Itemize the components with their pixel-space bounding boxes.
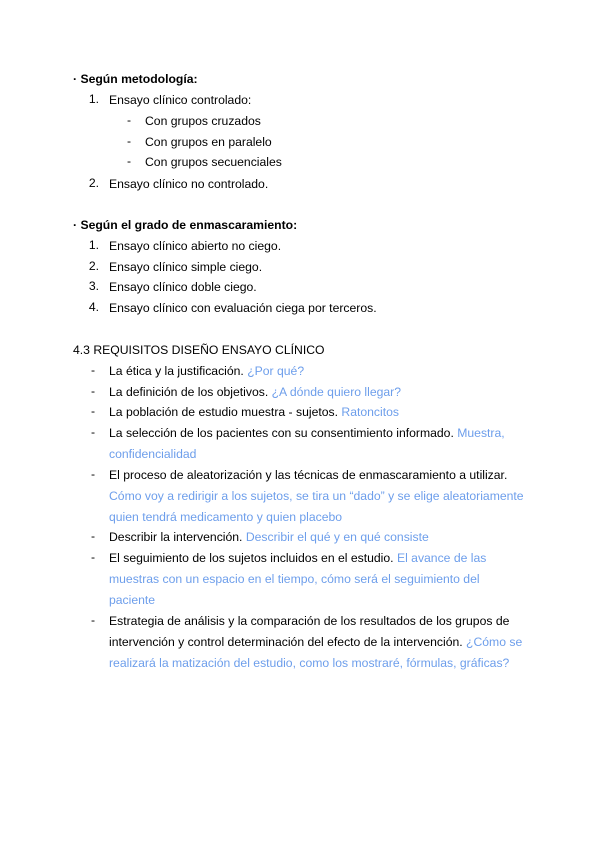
requirement-note-continued: realizará la matización del estudio, como los mostraré, fórmulas, gráficas?	[109, 656, 510, 670]
list-number: 1.	[88, 92, 99, 106]
requirement-item	[109, 425, 505, 441]
sub-list-item: Con grupos cruzados	[145, 114, 261, 128]
list-number: 2.	[88, 259, 99, 273]
section-heading-masking: · Según el grado de enmascaramiento:	[73, 218, 298, 232]
bullet: -	[91, 529, 96, 543]
bullet: -	[91, 613, 96, 627]
requirement-item-continued	[109, 634, 522, 650]
section-heading-methodology: · Según metodología:	[73, 72, 198, 86]
requirement-text: La selección de los pacientes con su consentimiento informado.	[109, 426, 454, 440]
requirement-text-continued: intervención y control determinación del efecto de la intervención.	[109, 635, 463, 649]
bullet: -	[91, 384, 96, 398]
bullet: -	[91, 425, 96, 439]
list-number: 4.	[88, 300, 99, 314]
sub-list-item: Con grupos en paralelo	[145, 135, 272, 149]
requirement-note: El avance de las	[396, 551, 487, 565]
requirement-item	[109, 529, 429, 545]
sub-bullet: -	[127, 154, 132, 168]
sub-bullet: -	[127, 113, 132, 127]
sub-bullet: -	[127, 134, 132, 148]
list-number: 2.	[88, 176, 99, 190]
bullet: -	[91, 404, 96, 418]
sub-list-item: Con grupos secuenciales	[145, 155, 282, 169]
requirement-note: Describir el qué y en qué consiste	[245, 530, 429, 544]
list-item: Ensayo clínico controlado:	[109, 93, 252, 107]
list-number: 3.	[88, 279, 99, 293]
requirement-item	[109, 363, 304, 379]
requirement-item	[109, 404, 399, 420]
requirement-item	[109, 550, 486, 566]
section-heading-requirements: 4.3 REQUISITOS DISEÑO ENSAYO CLÍNICO	[73, 343, 325, 357]
requirement-text: La ética y la justificación.	[109, 364, 244, 378]
requirement-note-continued: paciente	[109, 593, 156, 607]
requirement-text: El seguimiento de los sujetos incluidos en el estudio.	[109, 551, 394, 565]
requirement-note-continued: quien tendrá medicamento y quien placebo	[109, 510, 343, 524]
requirement-note: Ratoncitos	[341, 405, 399, 419]
requirement-text: La definición de los objetivos.	[109, 385, 269, 399]
requirement-note: ¿Cómo se	[466, 635, 523, 649]
list-number: 1.	[88, 238, 99, 252]
list-item: Ensayo clínico abierto no ciego.	[109, 239, 282, 253]
requirement-note: Cómo voy a redirigir a los sujetos, se tira un “dado” y se elige aleatoriamente	[109, 489, 524, 503]
list-item: Ensayo clínico simple ciego.	[109, 260, 263, 274]
requirement-note: ¿A dónde quiero llegar?	[271, 385, 402, 399]
list-item: Ensayo clínico no controlado.	[109, 177, 269, 191]
bullet: -	[91, 467, 96, 481]
bullet: -	[91, 550, 96, 564]
requirement-note: Muestra,	[457, 426, 505, 440]
requirement-note-continued: confidencialidad	[109, 447, 197, 461]
requirement-text: La población de estudio muestra - sujetos.	[109, 405, 338, 419]
list-item: Ensayo clínico con evaluación ciega por terceros.	[109, 301, 377, 315]
requirement-text: Describir la intervención.	[109, 530, 243, 544]
requirement-text: Estrategia de análisis y la comparación de los resultados de los grupos de	[109, 614, 510, 628]
requirement-item	[109, 384, 401, 400]
requirement-note: ¿Por qué?	[247, 364, 305, 378]
requirement-note-continued: muestras con un espacio en el tiempo, cómo será el seguimiento del	[109, 572, 480, 586]
requirement-text: El proceso de aleatorización y las técnicas de enmascaramiento a utilizar.	[109, 468, 508, 482]
list-item: Ensayo clínico doble ciego.	[109, 280, 257, 294]
bullet: -	[91, 363, 96, 377]
